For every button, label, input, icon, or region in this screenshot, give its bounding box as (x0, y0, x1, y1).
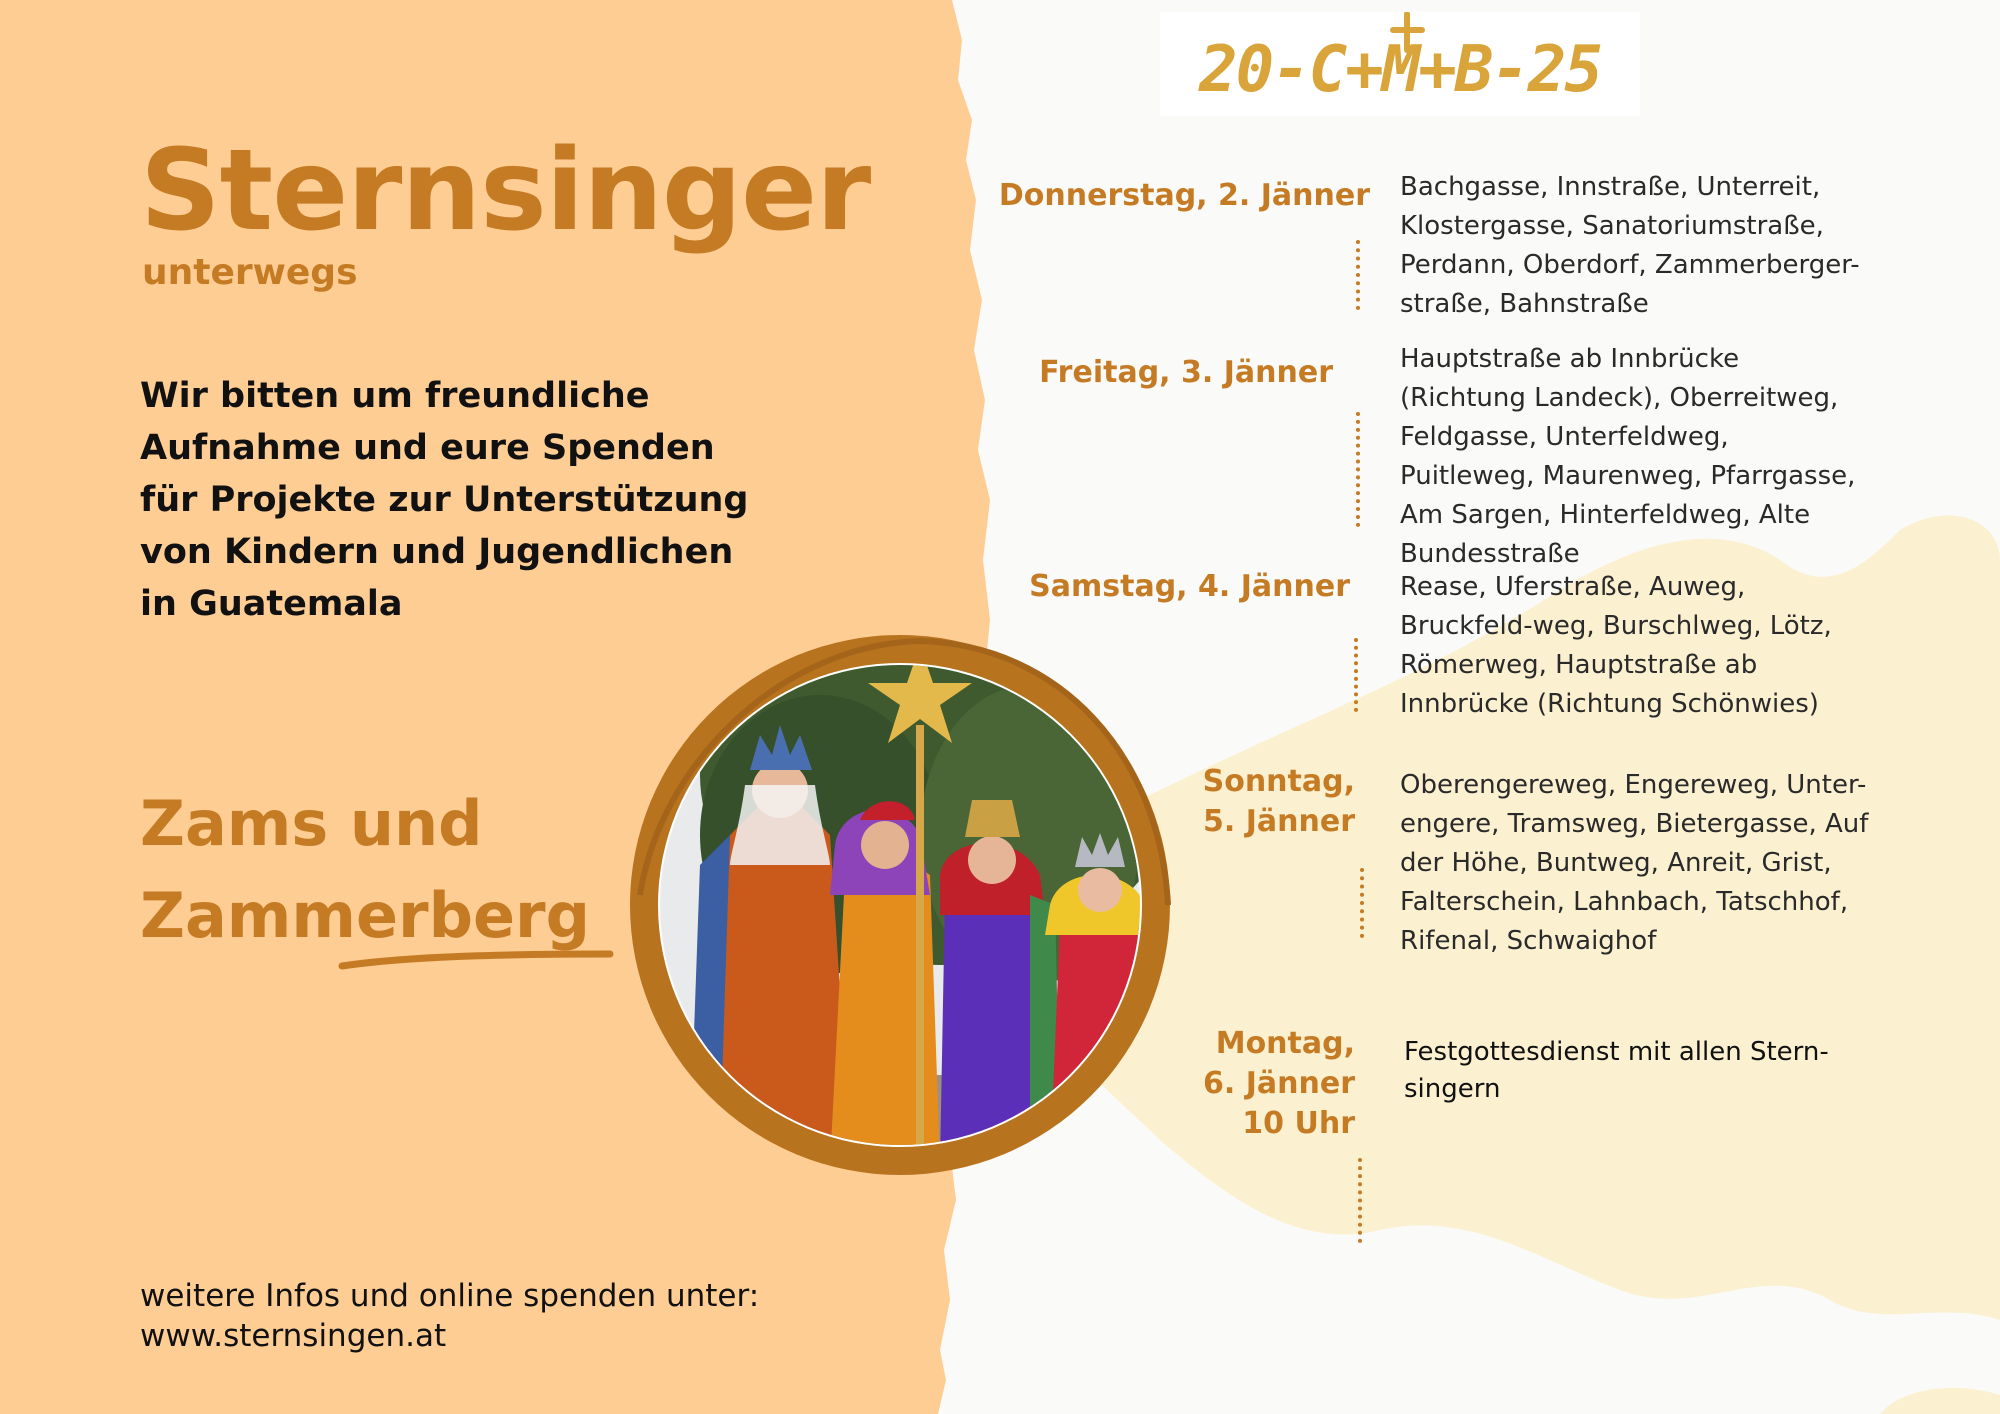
schedule-streets-sunday: Oberengereweg, Engereweg, Unter-engere, Tramsweg, Bietergasse, Auf der Höhe, Buntweg, Anreit, Grist, Falterschein, Lahnbach, Tatschhof, Rifenal, Schwaighof (1400, 770, 1869, 956)
schedule-day-label-line-2: 5. Jänner (1203, 804, 1355, 839)
page-title: Sternsinger (140, 126, 871, 256)
header-logo-text: 20-C+M+B-25 (1199, 33, 1601, 107)
schedule-note-monday: Festgottesdienst mit allen Stern-singern (1404, 1037, 1829, 1104)
intro-text: Wir bitten um freundliche Aufnahme und eure Spenden für Projekte zur Unterstützung von Kindern und Jugendlichen in Guatemala (140, 376, 749, 624)
page-subtitle: unterwegs (142, 252, 358, 293)
place-name-line-1: Zams und (140, 787, 483, 860)
footer-info (140, 1276, 759, 1356)
schedule-day-label-line-1: Montag, (1215, 1026, 1355, 1061)
schedule-divider (1360, 868, 1364, 938)
place-name-line-2: Zammerberg (140, 879, 591, 952)
schedule-day-sunday (1100, 762, 1355, 842)
schedule-streets-friday: Hauptstraße ab Innbrücke (Richtung Landeck), Oberreitweg, Feldgasse, Unterfeldweg, Puitleweg, Maurenweg, Pfarrgasse, Am Sargen, Hinterfeldweg, Alte Bundesstraße (1400, 344, 1856, 569)
schedule-divider (1354, 638, 1358, 712)
schedule-streets-thursday: Bachgasse, Innstraße, Unterreit, Klostergasse, Sanatoriumstraße, Perdann, Oberdorf, Zammerberger-straße, Bahnstraße (1400, 172, 1860, 319)
schedule-day-label: Freitag, 3. Jänner (1039, 355, 1333, 390)
schedule-day-monday (1100, 1024, 1355, 1144)
schedule-day-label-line-2: 6. Jänner (1203, 1066, 1355, 1101)
schedule-divider (1358, 1158, 1362, 1243)
schedule-day-label: Donnerstag, 2. Jänner (998, 178, 1370, 213)
place-underline (330, 946, 630, 976)
footer-info-text: weitere Infos und online spenden unter: (140, 1278, 760, 1314)
schedule-day-thursday (960, 176, 1370, 216)
schedule-divider (1356, 240, 1360, 310)
schedule-day-saturday (960, 567, 1350, 607)
schedule-day-label: Samstag, 4. Jänner (1029, 569, 1350, 604)
schedule-day-label-line-3: 10 Uhr (1242, 1106, 1355, 1141)
schedule-day-friday (960, 353, 1333, 393)
schedule-day-label-line-1: Sonntag, (1202, 764, 1355, 799)
schedule-divider (1356, 412, 1360, 527)
header-logo (1160, 12, 1640, 116)
place-name (140, 778, 590, 962)
cream-blob-corner (1880, 1388, 2000, 1414)
website-link[interactable]: www.sternsingen.at (140, 1318, 447, 1354)
schedule-streets-saturday: Rease, Uferstraße, Auweg, Bruckfeld-weg, Burschlweg, Lötz, Römerweg, Hauptstraße ab Innbrücke (Richtung Schönwies) (1400, 572, 1832, 719)
